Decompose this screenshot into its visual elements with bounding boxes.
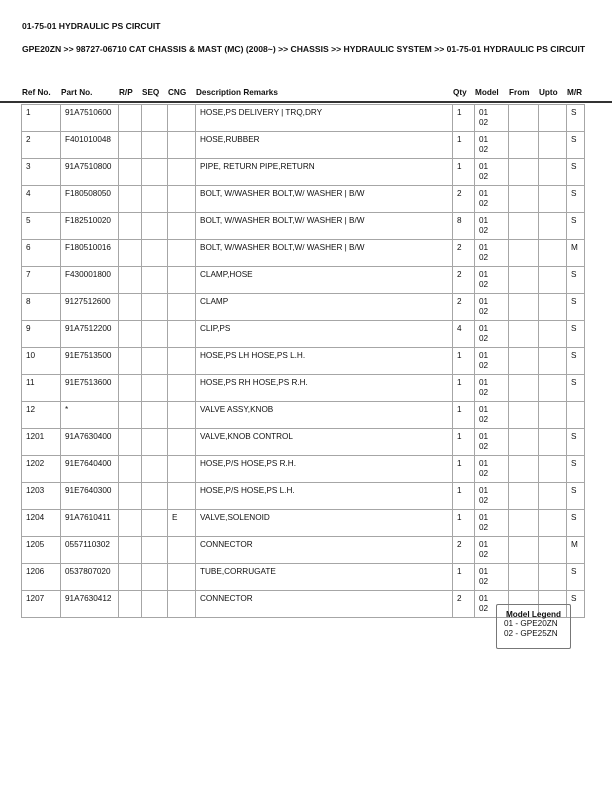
cng-cell [168,186,196,213]
rp-cell [119,159,142,186]
model-code: 02 [479,172,489,181]
upto-cell [539,105,567,132]
table-row [22,186,585,213]
model-code: 02 [479,118,489,127]
ref-cell: 1207 [22,591,61,618]
model-code: 01 [479,594,489,603]
description-cell: BOLT, W/WASHER BOLT,W/ WASHER | B/W [196,240,453,267]
model-cell [475,213,509,240]
from-cell [509,375,539,402]
part-no-cell: F180510016 [61,240,119,267]
rp-cell [119,186,142,213]
part-no-cell: 91A7610411 [61,510,119,537]
model-legend [496,604,571,649]
column-header-from: From [509,88,530,97]
column-header-description: Description Remarks [196,88,278,97]
cng-cell [168,564,196,591]
model-code: 01 [479,189,489,198]
model-code: 02 [479,361,489,370]
model-code: 02 [479,280,489,289]
seq-cell [142,105,168,132]
column-header-mr: M/R [567,88,583,97]
upto-cell [539,348,567,375]
cng-cell [168,348,196,375]
model-code: 01 [479,378,489,387]
part-no-cell: 9127512600 [61,294,119,321]
model-code: 01 [479,108,489,117]
cng-cell [168,159,196,186]
seq-cell [142,456,168,483]
cng-cell [168,240,196,267]
rp-cell [119,483,142,510]
cng-cell [168,402,196,429]
model-cell [475,186,509,213]
upto-cell [539,186,567,213]
ref-cell: 11 [22,375,61,402]
cng-cell [168,267,196,294]
model-cell [475,348,509,375]
qty-cell: 2 [453,267,475,294]
seq-cell [142,159,168,186]
table-row [22,429,585,456]
model-code: 01 [479,351,489,360]
part-no-cell: 0557110302 [61,537,119,564]
from-cell [509,294,539,321]
qty-cell: 2 [453,537,475,564]
mr-cell: M [567,240,585,267]
table-row [22,321,585,348]
description-cell: CLAMP,HOSE [196,267,453,294]
model-cell [475,132,509,159]
from-cell [509,510,539,537]
rp-cell [119,510,142,537]
description-cell: VALVE,SOLENOID [196,510,453,537]
qty-cell: 1 [453,159,475,186]
model-code: 02 [479,604,489,613]
from-cell [509,537,539,564]
ref-cell: 7 [22,267,61,294]
ref-cell: 1202 [22,456,61,483]
table-row [22,564,585,591]
qty-cell: 1 [453,105,475,132]
from-cell [509,186,539,213]
part-no-cell: 91E7640300 [61,483,119,510]
qty-cell: 1 [453,510,475,537]
model-cell [475,456,509,483]
mr-cell: S [567,321,585,348]
model-code: 02 [479,334,489,343]
column-header-rp: R/P [119,88,133,97]
mr-cell [567,402,585,429]
from-cell [509,456,539,483]
part-no-cell: 91E7513600 [61,375,119,402]
ref-cell: 6 [22,240,61,267]
model-cell [475,294,509,321]
seq-cell [142,348,168,375]
description-cell: CLAMP [196,294,453,321]
qty-cell: 2 [453,591,475,618]
description-cell: VALVE ASSY,KNOB [196,402,453,429]
upto-cell [539,375,567,402]
rp-cell [119,240,142,267]
qty-cell: 1 [453,564,475,591]
part-no-cell: F182510020 [61,213,119,240]
ref-cell: 4 [22,186,61,213]
description-cell: TUBE,CORRUGATE [196,564,453,591]
column-header-part-no: Part No. [61,88,93,97]
mr-cell: S [567,375,585,402]
qty-cell: 8 [453,213,475,240]
cng-cell [168,429,196,456]
model-code: 02 [479,496,489,505]
part-no-cell: F401010048 [61,132,119,159]
description-cell: BOLT, W/WASHER BOLT,W/ WASHER | B/W [196,186,453,213]
model-code: 02 [479,199,489,208]
seq-cell [142,402,168,429]
part-no-cell: 91A7512200 [61,321,119,348]
column-header-seq: SEQ [142,88,160,97]
seq-cell [142,375,168,402]
part-no-cell: 91A7630400 [61,429,119,456]
rp-cell [119,348,142,375]
model-code: 01 [479,405,489,414]
from-cell [509,267,539,294]
description-cell: BOLT, W/WASHER BOLT,W/ WASHER | B/W [196,213,453,240]
model-code: 02 [479,469,489,478]
mr-cell: S [567,186,585,213]
seq-cell [142,537,168,564]
qty-cell: 2 [453,294,475,321]
seq-cell [142,591,168,618]
model-code: 01 [479,486,489,495]
part-no-cell: 91E7640400 [61,456,119,483]
model-cell [475,321,509,348]
description-cell: HOSE,PS RH HOSE,PS R.H. [196,375,453,402]
part-no-cell: 91E7513500 [61,348,119,375]
from-cell [509,348,539,375]
table-row [22,105,585,132]
description-cell: CONNECTOR [196,537,453,564]
from-cell [509,564,539,591]
description-cell: HOSE,PS DELIVERY | TRQ,DRY [196,105,453,132]
model-code: 01 [479,297,489,306]
model-code: 02 [479,550,489,559]
table-row [22,240,585,267]
mr-cell: S [567,213,585,240]
ref-cell: 1206 [22,564,61,591]
mr-cell: S [567,591,585,618]
description-cell: CONNECTOR [196,591,453,618]
model-cell [475,429,509,456]
seq-cell [142,132,168,159]
model-code: 02 [479,226,489,235]
ref-cell: 1 [22,105,61,132]
description-cell: HOSE,RUBBER [196,132,453,159]
from-cell [509,105,539,132]
from-cell [509,213,539,240]
cng-cell [168,132,196,159]
qty-cell: 1 [453,375,475,402]
ref-cell: 10 [22,348,61,375]
upto-cell [539,456,567,483]
legend-item: 01 - GPE20ZN [504,619,558,628]
ref-cell: 1204 [22,510,61,537]
part-no-cell: * [61,402,119,429]
rp-cell [119,537,142,564]
cng-cell [168,537,196,564]
upto-cell [539,240,567,267]
model-code: 02 [479,523,489,532]
ref-cell: 9 [22,321,61,348]
description-cell: HOSE,P/S HOSE,PS L.H. [196,483,453,510]
parts-table [21,104,585,618]
model-cell [475,375,509,402]
model-code: 01 [479,270,489,279]
model-cell [475,483,509,510]
table-row [22,132,585,159]
header-divider [0,101,612,103]
mr-cell: S [567,105,585,132]
qty-cell: 1 [453,348,475,375]
column-header-cng: CNG [168,88,187,97]
column-header-ref-no: Ref No. [22,88,51,97]
model-code: 01 [479,513,489,522]
cng-cell [168,213,196,240]
rp-cell [119,267,142,294]
mr-cell: S [567,510,585,537]
description-cell: VALVE,KNOB CONTROL [196,429,453,456]
qty-cell: 1 [453,132,475,159]
model-code: 01 [479,162,489,171]
mr-cell: S [567,456,585,483]
table-row [22,294,585,321]
mr-cell: S [567,483,585,510]
cng-cell [168,591,196,618]
table-row [22,402,585,429]
rp-cell [119,132,142,159]
rp-cell [119,294,142,321]
from-cell [509,159,539,186]
upto-cell [539,132,567,159]
model-code: 02 [479,577,489,586]
legend-item: 02 - GPE25ZN [504,629,558,638]
column-header-qty: Qty [453,88,467,97]
breadcrumb: GPE20ZN >> 98727-06710 CAT CHASSIS & MAST (MC) (2008~) >> CHASSIS >> HYDRAULIC SYSTEM >> 01-75-01 HYDRAULIC PS CIRCUIT [22,44,586,54]
rp-cell [119,321,142,348]
qty-cell: 4 [453,321,475,348]
model-code: 02 [479,415,489,424]
table-row [22,456,585,483]
mr-cell: S [567,132,585,159]
mr-cell: S [567,267,585,294]
ref-cell: 5 [22,213,61,240]
part-no-cell: F180508050 [61,186,119,213]
upto-cell [539,429,567,456]
mr-cell: S [567,348,585,375]
upto-cell [539,321,567,348]
ref-cell: 2 [22,132,61,159]
rp-cell [119,591,142,618]
qty-cell: 2 [453,240,475,267]
cng-cell [168,375,196,402]
rp-cell [119,402,142,429]
rp-cell [119,456,142,483]
model-cell [475,159,509,186]
upto-cell [539,159,567,186]
description-cell: HOSE,PS LH HOSE,PS L.H. [196,348,453,375]
model-cell [475,402,509,429]
ref-cell: 1203 [22,483,61,510]
seq-cell [142,186,168,213]
model-code: 01 [479,459,489,468]
qty-cell: 1 [453,456,475,483]
upto-cell [539,564,567,591]
mr-cell: S [567,294,585,321]
model-code: 02 [479,145,489,154]
model-cell [475,564,509,591]
cng-cell [168,105,196,132]
qty-cell: 1 [453,483,475,510]
from-cell [509,132,539,159]
rp-cell [119,213,142,240]
seq-cell [142,483,168,510]
ref-cell: 12 [22,402,61,429]
table-row [22,213,585,240]
table-row [22,267,585,294]
page-title: 01-75-01 HYDRAULIC PS CIRCUIT [22,21,161,31]
model-cell [475,240,509,267]
column-header-model: Model [475,88,499,97]
legend-title: Model Legend [505,610,562,619]
mr-cell: M [567,537,585,564]
table-row [22,159,585,186]
seq-cell [142,510,168,537]
table-row [22,483,585,510]
model-code: 01 [479,567,489,576]
model-code: 01 [479,216,489,225]
part-no-cell: 91A7510800 [61,159,119,186]
qty-cell: 1 [453,402,475,429]
table-row [22,348,585,375]
ref-cell: 3 [22,159,61,186]
from-cell [509,240,539,267]
table-row [22,375,585,402]
part-no-cell: 91A7630412 [61,591,119,618]
cng-cell [168,321,196,348]
model-code: 01 [479,243,489,252]
model-code: 02 [479,388,489,397]
part-no-cell: F430001800 [61,267,119,294]
description-cell: CLIP,PS [196,321,453,348]
from-cell [509,483,539,510]
column-header-upto: Upto [539,88,558,97]
model-cell [475,267,509,294]
seq-cell [142,213,168,240]
mr-cell: S [567,159,585,186]
rp-cell [119,105,142,132]
ref-cell: 8 [22,294,61,321]
upto-cell [539,294,567,321]
qty-cell: 2 [453,186,475,213]
table-row [22,510,585,537]
part-no-cell: 0537807020 [61,564,119,591]
description-cell: HOSE,P/S HOSE,PS R.H. [196,456,453,483]
model-code: 02 [479,442,489,451]
ref-cell: 1201 [22,429,61,456]
from-cell [509,402,539,429]
cng-cell [168,456,196,483]
seq-cell [142,294,168,321]
model-code: 01 [479,135,489,144]
model-code: 02 [479,253,489,262]
rp-cell [119,375,142,402]
upto-cell [539,402,567,429]
mr-cell: S [567,429,585,456]
cng-cell [168,294,196,321]
seq-cell [142,267,168,294]
from-cell [509,321,539,348]
model-cell [475,537,509,564]
model-code: 01 [479,324,489,333]
model-code: 01 [479,540,489,549]
rp-cell [119,564,142,591]
table-row [22,537,585,564]
qty-cell: 1 [453,429,475,456]
description-cell: PIPE, RETURN PIPE,RETURN [196,159,453,186]
model-code: 01 [479,432,489,441]
model-cell [475,105,509,132]
upto-cell [539,213,567,240]
seq-cell [142,564,168,591]
seq-cell [142,240,168,267]
cng-cell [168,483,196,510]
seq-cell [142,321,168,348]
upto-cell [539,483,567,510]
ref-cell: 1205 [22,537,61,564]
cng-cell: E [168,510,196,537]
rp-cell [119,429,142,456]
upto-cell [539,267,567,294]
from-cell [509,429,539,456]
upto-cell [539,510,567,537]
upto-cell [539,537,567,564]
model-cell [475,510,509,537]
model-code: 02 [479,307,489,316]
mr-cell: S [567,564,585,591]
seq-cell [142,429,168,456]
part-no-cell: 91A7510600 [61,105,119,132]
